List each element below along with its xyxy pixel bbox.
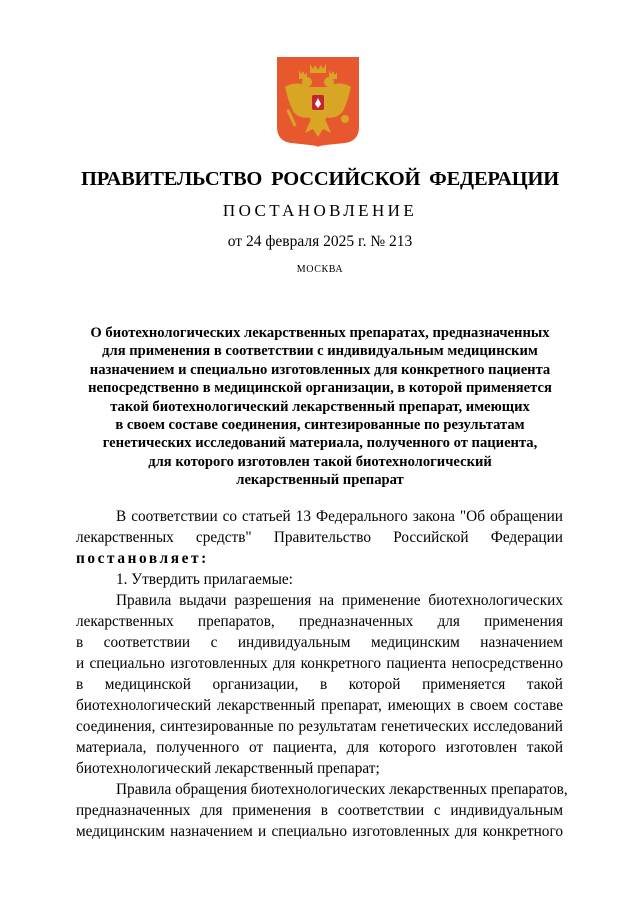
document-body	[76, 506, 568, 842]
body-line: лекарственных средств" Правительство Российской Федерации	[76, 529, 563, 546]
body-line: Правила обращения биотехнологических лекарственных препаратов,	[116, 781, 568, 798]
heading-line: непосредственно в медицинской организации, в которой применяется	[88, 380, 552, 397]
body-line: биотехнологический лекарственный препарат;	[76, 760, 380, 777]
state-emblem-icon	[277, 57, 359, 147]
decree-type: ПОСТАНОВЛЕНИЕ	[222, 201, 418, 220]
body-line: и специально изготовленных для конкретного пациента непосредственно	[76, 655, 563, 672]
body-line: соединения, синтезированные по результатам генетических исследований	[76, 718, 563, 735]
body-line: материала, полученного от пациента, для которого изготовлен такой	[76, 739, 563, 756]
body-line: в соответствии с индивидуальным медицинским назначением	[76, 634, 563, 651]
body-line: в медицинской организации, в которой применяется такой	[76, 676, 563, 693]
heading-line: для которого изготовлен такой биотехнологический	[148, 453, 492, 470]
body-line: В соответствии со статьей 13 Федерального закона "Об обращении	[116, 508, 563, 525]
heading-line: О биотехнологических лекарственных препаратах, предназначенных	[90, 325, 550, 341]
heading-line: лекарственный препарат	[236, 472, 404, 489]
heading-line: для применения в соответствии с индивидуальным медицинским	[102, 343, 538, 360]
decree-city: МОСКВА	[296, 264, 344, 275]
body-line: медицинским назначением и специально изготовленных для конкретного	[76, 823, 563, 840]
body-line: 1. Утвердить прилагаемые:	[116, 571, 293, 588]
body-line: лекарственных препаратов, предназначенных для применения	[76, 613, 563, 630]
heading-line: назначением и специально изготовленных для конкретного пациента	[89, 361, 551, 378]
body-line: предназначенных для применения в соответствии с индивидуальным	[76, 802, 563, 819]
heading-line: генетических исследований материала, полученного от пациента,	[102, 435, 538, 452]
body-line: биотехнологический лекарственный препарат, имеющих в своем составе	[76, 697, 563, 714]
heading-line: такой биотехнологический лекарственный препарат, имеющих	[110, 398, 530, 415]
body-line	[76, 548, 563, 569]
government-title: ПРАВИТЕЛЬСТВО РОССИЙСКОЙ ФЕДЕРАЦИИ	[81, 168, 559, 190]
body-line: Правила выдачи разрешения на применение биотехнологических	[116, 592, 563, 609]
document-heading	[60, 324, 580, 490]
decree-date-number: от 24 февраля 2025 г. № 213	[227, 233, 413, 250]
resolves-keyword: постановляет:	[76, 550, 209, 567]
heading-line: в своем составе соединения, синтезированные по результатам	[115, 417, 525, 434]
